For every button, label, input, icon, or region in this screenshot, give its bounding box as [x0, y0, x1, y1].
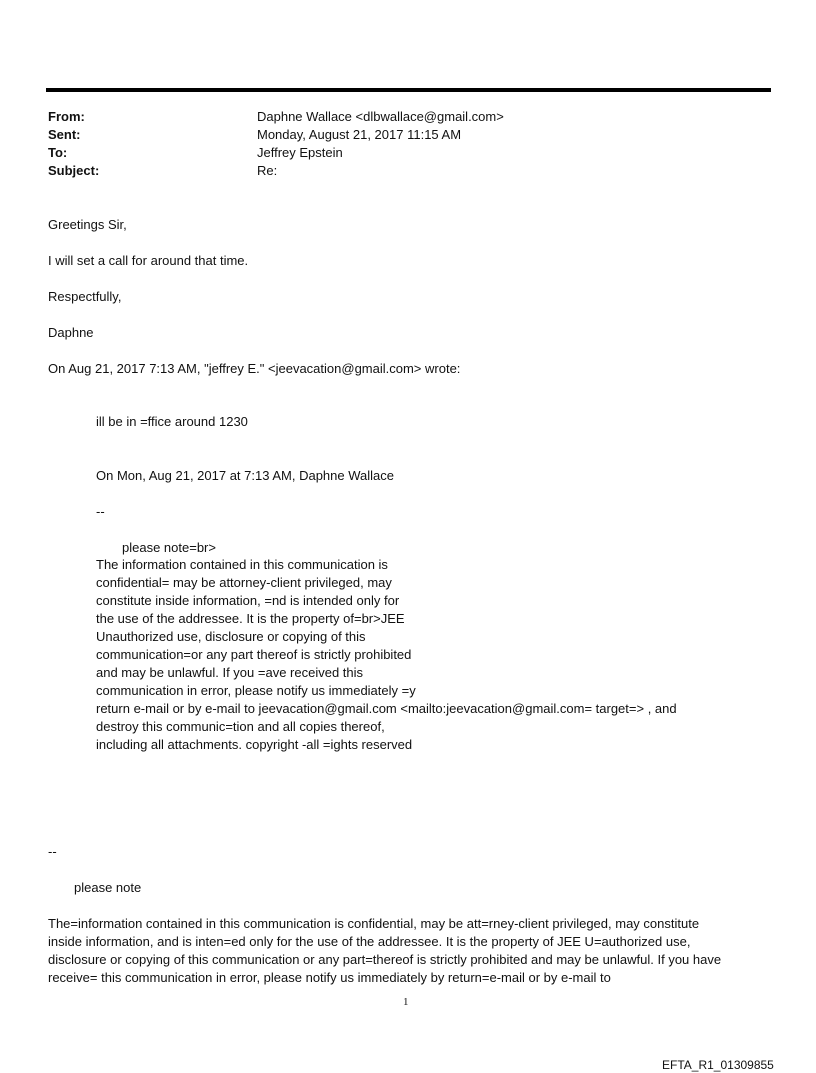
subject-label: Subject:: [48, 163, 100, 178]
footer-separator: --: [48, 844, 57, 859]
disclaimer-line: including all attachments. copyright -all =ights reserved: [96, 737, 413, 752]
footer-note: please note: [74, 880, 142, 895]
from-value: Daphne Wallace <dlbwallace@gmail.com>: [257, 109, 504, 124]
quoted-separator: --: [96, 504, 105, 519]
nested-quote-intro: On Mon, Aug 21, 2017 at 7:13 AM, Daphne Wallace: [96, 468, 394, 483]
disclaimer-line: Unauthorized use, disclosure or copying of this: [96, 629, 366, 644]
quoted-note: please note=br>: [122, 540, 216, 555]
disclaimer-line: and may be unlawful. If you =ave received this: [96, 665, 364, 680]
disclaimer-line: The information contained in this communication is: [96, 557, 388, 572]
header-divider: [46, 88, 771, 92]
page-number: 1: [403, 996, 409, 1008]
to-value: Jeffrey Epstein: [257, 145, 343, 160]
subject-value: Re:: [257, 163, 278, 178]
disclaimer-line: communication in error, please notify us immediately =y: [96, 683, 416, 698]
quote-intro: On Aug 21, 2017 7:13 AM, "jeffrey E." <jeevacation@gmail.com> wrote:: [48, 361, 461, 376]
footer-disclaimer: [48, 915, 721, 987]
disclaimer-line: confidential= may be attorney-client privileged, may: [96, 575, 392, 590]
disclaimer-line: destroy this communic=tion and all copies thereof,: [96, 719, 385, 734]
body-line: I will set a call for around that time.: [48, 253, 249, 268]
footer-disclaimer-line: inside information, and is inten=ed only for the use of the addressee. It is the property of JEE U=authorized use,: [48, 934, 691, 949]
closing: Respectfully,: [48, 289, 122, 304]
disclaimer-line: the use of the addressee. It is the property of=br>JEE: [96, 611, 405, 626]
disclaimer-line: constitute inside information, =nd is intended only for: [96, 593, 400, 608]
sent-value: Monday, August 21, 2017 11:15 AM: [257, 127, 462, 142]
disclaimer-line: communication=or any part thereof is strictly prohibited: [96, 647, 412, 662]
bates-number: EFTA_R1_01309855: [662, 1058, 774, 1072]
disclaimer-line: return e-mail or by e-mail to jeevacation@gmail.com <mailto:jeevacation@gmail.com= target=> , and: [96, 701, 677, 716]
to-label: To:: [48, 145, 68, 160]
quoted-disclaimer: [96, 556, 677, 754]
signature: Daphne: [48, 325, 94, 340]
sent-label: Sent:: [48, 127, 81, 142]
footer-disclaimer-line: The=information contained in this communication is confidential, may be att=rney-client privileged, may constitute: [48, 916, 700, 931]
quoted-reply: ill be in =ffice around 1230: [96, 414, 248, 429]
footer-disclaimer-line: receive= this communication in error, please notify us immediately by return=e-mail or by e-mail to: [48, 970, 611, 985]
footer-disclaimer-line: disclosure or copying of this communication or any part=thereof is strictly prohibited and may be unlawful. If you have: [48, 952, 722, 967]
from-label: From:: [48, 109, 85, 124]
greeting: Greetings Sir,: [48, 217, 127, 232]
